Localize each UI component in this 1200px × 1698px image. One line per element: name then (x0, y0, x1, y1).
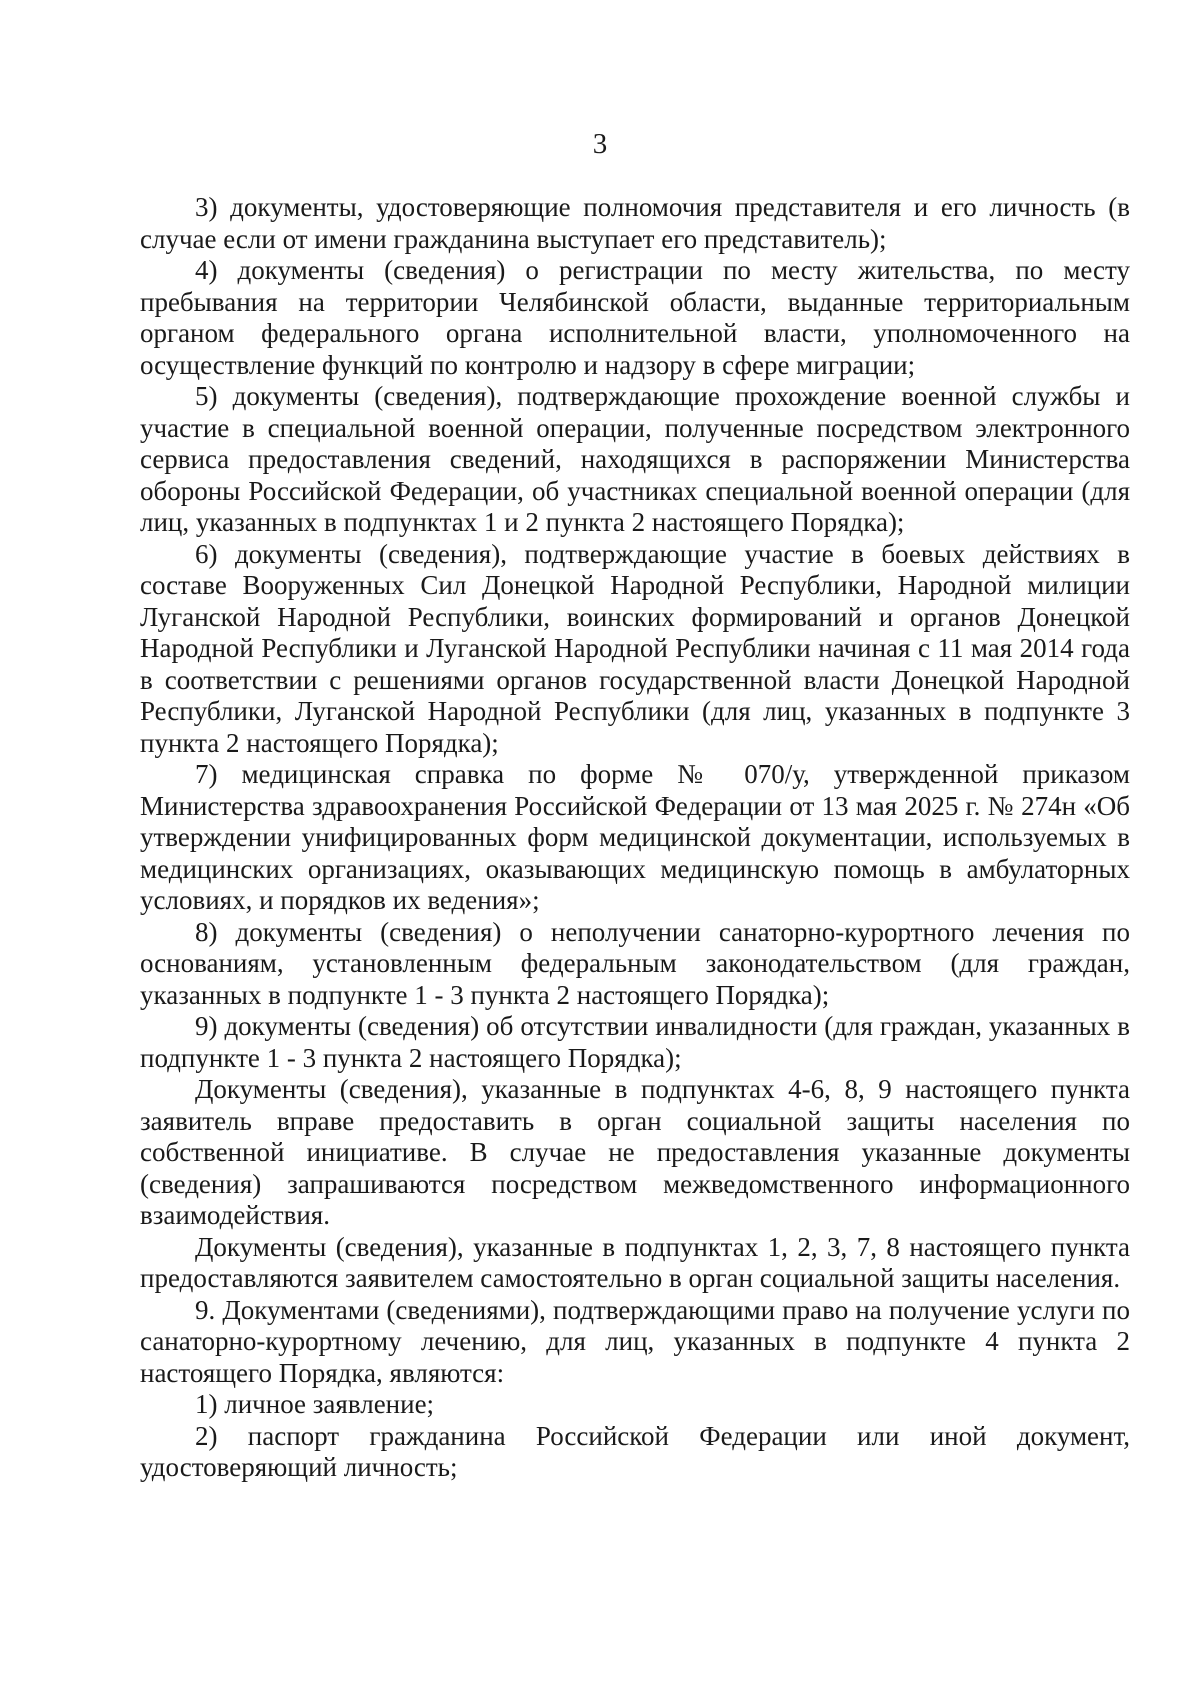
paragraph-item-7: 7) медицинская справка по форме № 070/у, утвержденной приказом Министерства здравоохранения Российской Федерации от 13 мая 2025 г. № 274н «Об утверждении унифицированных форм медицинской документации, используемых в медицинских организациях, оказывающих медицинскую помощь в амбулаторных условиях, и порядков их ведения»; (140, 759, 1130, 915)
paragraph-item-8: 8) документы (сведения) о неполучении санаторно-курортного лечения по основаниям, установленным федеральным законодательством (для граждан, указанных в подпункте 1 - 3 пункта 2 настоящего Порядка); (140, 916, 1130, 1010)
paragraph-item-4: 4) документы (сведения) о регистрации по месту жительства, по месту пребывания на территории Челябинской области, выданные территориальным органом федерального органа исполнительной власти, уполномоченного на осуществление функций по контролю и надзору в сфере миграции; (140, 255, 1130, 380)
document-body (140, 192, 1130, 1484)
paragraph-item-9: 9) документы (сведения) об отсутствии инвалидности (для граждан, указанных в подпункте 1 - 3 пункта 2 настоящего Порядка); (140, 1011, 1130, 1073)
paragraph-item-3: 3) документы, удостоверяющие полномочия представителя и его личность (в случае если от имени гражданина выступает его представитель); (140, 192, 1130, 254)
paragraph-item-6: 6) документы (сведения), подтверждающие участие в боевых действиях в составе Вооруженных Сил Донецкой Народной Республики, Народной милиции Луганской Народной Республики, воинских формирований и органов Донецкой Народной Республики и Луганской Народной Республики начиная с 11 мая 2014 года в соответствии с решениями органов государственной власти Донецкой Народной Республики, Луганской Народной Республики (для лиц, указанных в подпункте 3 пункта 2 настоящего Порядка); (140, 538, 1130, 758)
page-number: 3 (592, 128, 608, 160)
paragraph-item-5: 5) документы (сведения), подтверждающие прохождение военной службы и участие в специальной военной операции, полученные посредством электронного сервиса предоставления сведений, находящихся в распоряжении Министерства обороны Российской Федерации, об участниках специальной военной операции (для лиц, указанных в подпунктах 1 и 2 пункта 2 настоящего Порядка); (140, 381, 1130, 537)
paragraph-section-9-item-2: 2) паспорт гражданина Российской Федерации или иной документ, удостоверяющий личность; (140, 1420, 1130, 1482)
paragraph-optional-documents: Документы (сведения), указанные в подпунктах 4-6, 8, 9 настоящего пункта заявитель вправе предоставить в орган социальной защиты населения по собственной инициативе. В случае не предоставления указанные документы (сведения) запрашиваются посредством межведомственного информационного взаимодействия. (140, 1074, 1130, 1230)
paragraph-section-9: 9. Документами (сведениями), подтверждающими право на получение услуги по санаторно-курортному лечению, для лиц, указанных в подпункте 4 пункта 2 настоящего Порядка, являются: (140, 1294, 1130, 1388)
paragraph-section-9-item-1: 1) личное заявление; (195, 1389, 435, 1419)
paragraph-mandatory-documents: Документы (сведения), указанные в подпунктах 1, 2, 3, 7, 8 настоящего пункта предоставляются заявителем самостоятельно в орган социальной защиты населения. (140, 1231, 1130, 1293)
